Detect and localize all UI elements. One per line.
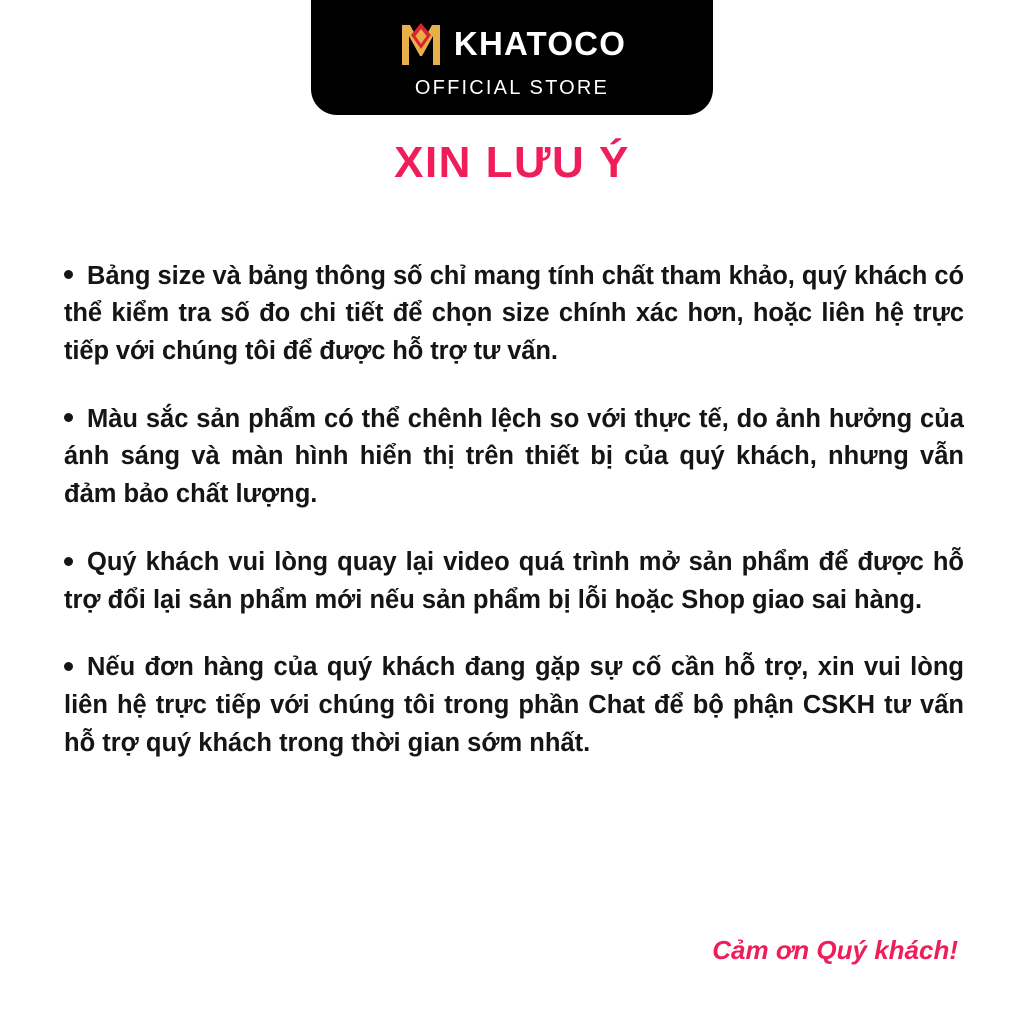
notice-bullet-4-text: Nếu đơn hàng của quý khách đang gặp sự cố cần hỗ trợ, xin vui lòng liên hệ trực tiếp với chúng tôi trong phần Chat để bộ phận CSKH tư vấn hỗ trợ quý khách trong thời gian sớm nhất. bbox=[64, 653, 964, 757]
bullet-dot-icon bbox=[64, 557, 73, 566]
notice-bullet-1 bbox=[64, 258, 964, 371]
notice-bullet-2-text: Màu sắc sản phẩm có thể chênh lệch so với thực tế, do ảnh hưởng của ánh sáng và màn hình hiển thị trên thiết bị của quý khách, nhưng vẫn đảm bảo chất lượng. bbox=[64, 404, 964, 509]
page-title: XIN LƯU Ý bbox=[394, 138, 630, 187]
closing-message: Cảm ơn Quý khách! bbox=[712, 935, 958, 965]
notice-bullet-3 bbox=[64, 544, 964, 619]
notice-bullet-1-text: Bảng size và bảng thông số chỉ mang tính chất tham khảo, quý khách có thể kiểm tra số đo chi tiết để chọn size chính xác hơn, hoặc liên hệ trực tiếp với chúng tôi để được hỗ trợ tư vấn. bbox=[64, 261, 964, 365]
bullet-dot-icon bbox=[64, 270, 73, 279]
brand-subtitle: OFFICIAL STORE bbox=[414, 77, 610, 99]
brand-lockup bbox=[398, 17, 626, 69]
bullet-dot-icon bbox=[64, 662, 73, 671]
notice-bullet-3-text: Quý khách vui lòng quay lại video quá trình mở sản phẩm để được hỗ trợ đổi lại sản phẩm mới nếu sản phẩm bị lỗi hoặc Shop giao sai hàng. bbox=[64, 547, 964, 614]
khatoco-monogram-icon bbox=[398, 19, 444, 67]
notice-bullet-4 bbox=[64, 649, 964, 762]
brand-name: KHATOCO bbox=[453, 24, 627, 62]
notice-bullet-2 bbox=[64, 401, 964, 514]
notice-body bbox=[64, 232, 964, 763]
brand-header bbox=[311, 0, 713, 115]
bullet-dot-icon bbox=[64, 413, 73, 422]
